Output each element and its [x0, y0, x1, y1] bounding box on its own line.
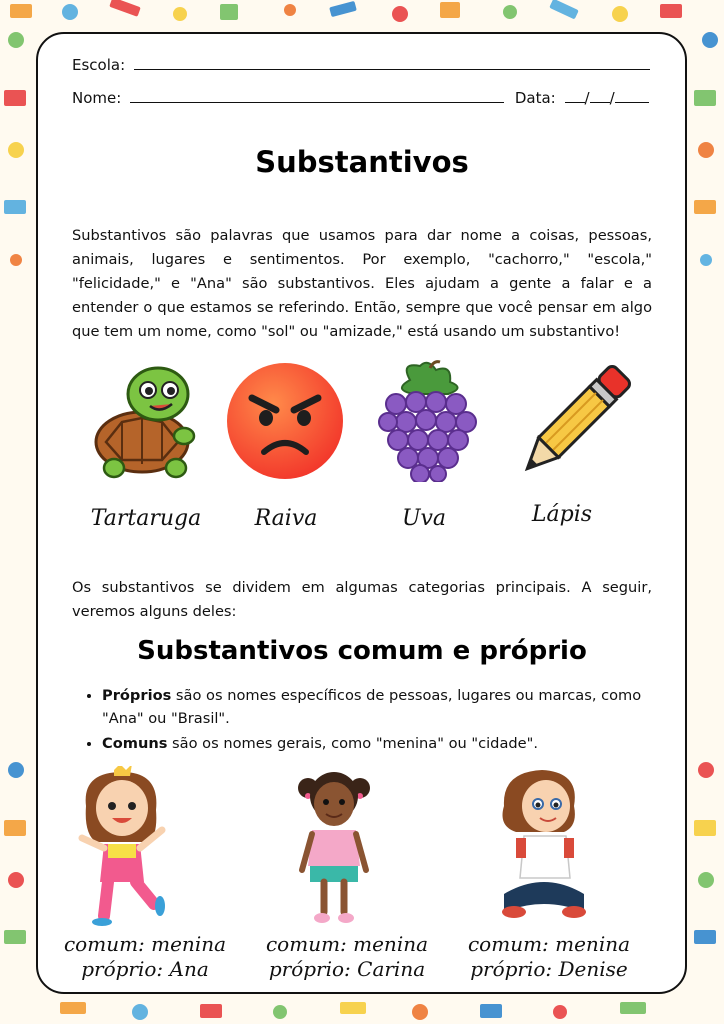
list-item-proprios: [102, 684, 672, 730]
turtle-icon: [92, 360, 204, 482]
pencil-icon: [512, 360, 636, 484]
girl-denise-illustration: [494, 766, 594, 928]
girl-ana-illustration: [72, 766, 172, 928]
girl-carina-common: comum: menina: [265, 932, 429, 956]
angry-face-icon: [224, 360, 346, 482]
girl-ana-common: comum: menina: [63, 932, 227, 956]
girl-carina-proper: próprio: Carina: [268, 957, 426, 981]
example-word-grape: Uva: [401, 506, 447, 531]
school-field[interactable]: [134, 69, 650, 70]
section-title: Substantivos comum e próprio: [137, 636, 587, 666]
example-word-turtle: Tartaruga: [90, 506, 202, 531]
school-label: Escola:: [72, 56, 126, 74]
name-label: Nome:: [72, 89, 122, 107]
girl-denise-proper: próprio: Denise: [470, 957, 628, 981]
girl-ana-proper: próprio: Ana: [81, 957, 209, 981]
name-line: Nome: Data: / /: [72, 89, 649, 107]
date-month-field[interactable]: [590, 102, 610, 103]
term-comuns: Comuns: [102, 735, 168, 752]
definition-comuns: são os nomes gerais, como "menina" ou "cidade".: [167, 735, 538, 752]
definition-proprios: são os nomes específicos de pessoas, lugares ou marcas, como "Ana" ou "Brasil".: [102, 687, 642, 727]
date-day-field[interactable]: [565, 102, 585, 103]
list-item-comuns: [102, 732, 672, 755]
school-line: [72, 56, 650, 74]
name-field[interactable]: [130, 102, 504, 103]
girl-denise-common: comum: menina: [467, 932, 631, 956]
example-word-pencil: Lápis: [531, 502, 593, 527]
intro-paragraph: Substantivos são palavras que usamos para dar nome a coisas, pessoas, animais, lugares e sentimentos. Por exemplo, "cachorro," "escola," "felicidade," e "Ana" são substantivos. Eles ajudam a gente a falar e a entender o que estamos se referindo. Então, sempre que você pensar em algo que tem um nome, como "sol" ou "amizade," está usando um substantivo!: [72, 227, 652, 340]
categories-paragraph: Os substantivos se dividem em algumas categorias principais. A seguir, veremos alguns deles:: [72, 579, 652, 620]
term-proprios: Próprios: [102, 687, 172, 704]
example-word-anger: Raiva: [254, 506, 318, 531]
date-label: Data:: [514, 89, 556, 107]
girl-carina-illustration: [294, 766, 374, 928]
definition-list: [86, 684, 672, 757]
grapes-icon: [370, 360, 486, 482]
date-year-field[interactable]: [615, 102, 649, 103]
page-title: Substantivos: [255, 145, 469, 179]
